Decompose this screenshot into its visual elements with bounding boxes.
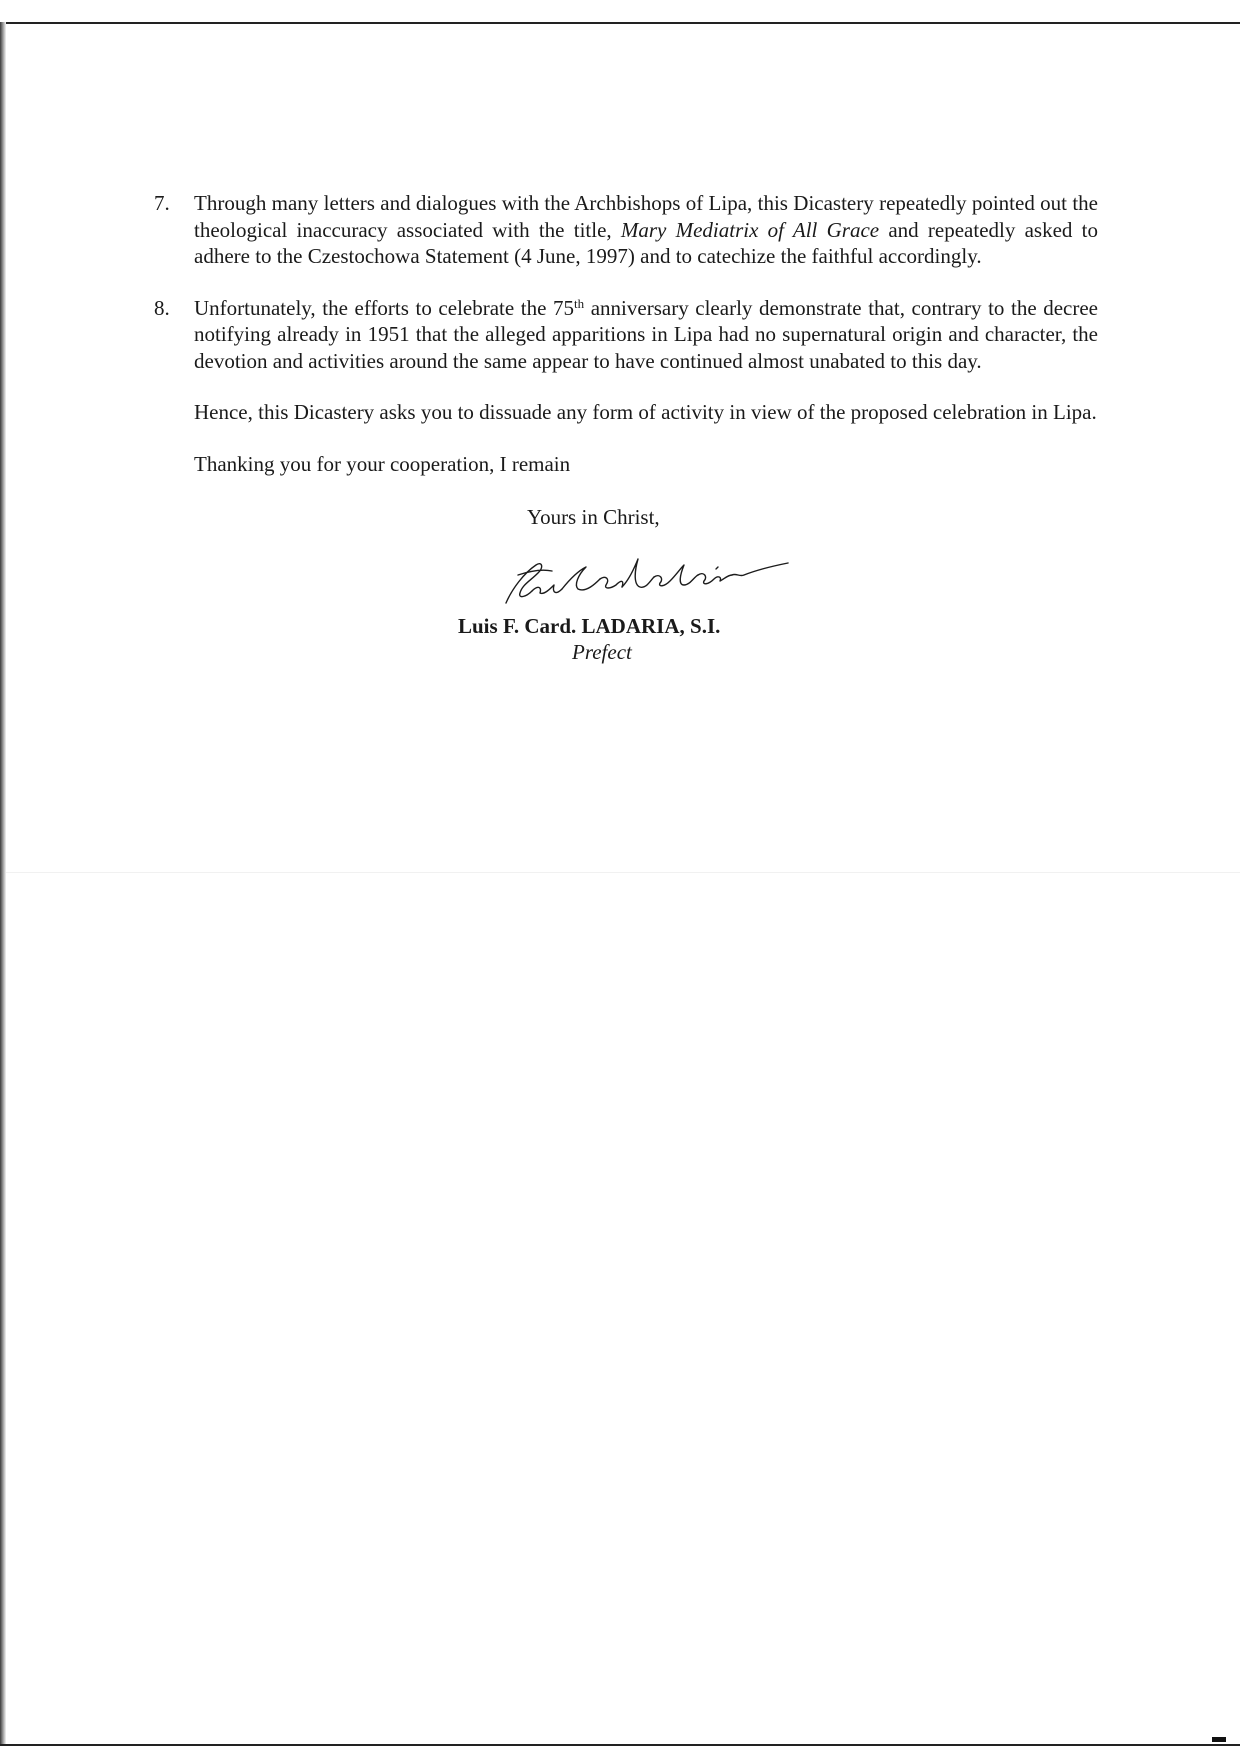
scan-top-edge [0,22,1240,24]
closing-line: Thanking you for your cooperation, I remain [194,451,571,476]
item-text-end: and repeatedly asked to adhere to the Czestochowa Statement (4 June, 1997) and to catechize the faithful accordingly. [194,217,1098,268]
title-mary-mediatrix: Mary Mediatrix of All Grace [620,217,880,242]
scan-left-edge [0,22,6,1744]
handwritten-signature [478,545,838,613]
signatory-title: Prefect [572,640,632,664]
item-number: 8. [154,295,170,320]
signatory-name: Luis F. Card. LADARIA, S.I. [458,613,721,638]
item-text-end: anniversary clearly demonstrate that, contrary to the decree notifying already in 1951 that the alleged apparitions in Lipa had no supernatural origin and character, the devotion and activities around the same appear to have continued almost unabated to this day. [194,295,1098,373]
numbered-item-8 [118,295,1098,375]
numbered-item-7 [118,190,1098,270]
scan-corner-mark [1212,1737,1226,1742]
signature-drawing [478,545,838,613]
item-number: 7. [154,191,170,215]
salutation: Yours in Christ, [527,505,660,529]
letter-body [118,190,1098,666]
ordinal-superscript: th [574,295,585,311]
request-paragraph: Hence, this Dicastery asks you to dissuade any form of activity in view of the proposed celebration in Lipa. [194,400,1097,424]
scan-bottom-edge [0,1744,1240,1746]
item-text-start: Unfortunately, the efforts to celebrate the 75 [194,295,575,320]
item-text-start: Through many letters and dialogues with the Archbishops of Lipa, this Dicastery repeatedly pointed out the theological inaccuracy associated with the title, [194,191,1098,242]
paper-fold-line [6,872,1240,873]
